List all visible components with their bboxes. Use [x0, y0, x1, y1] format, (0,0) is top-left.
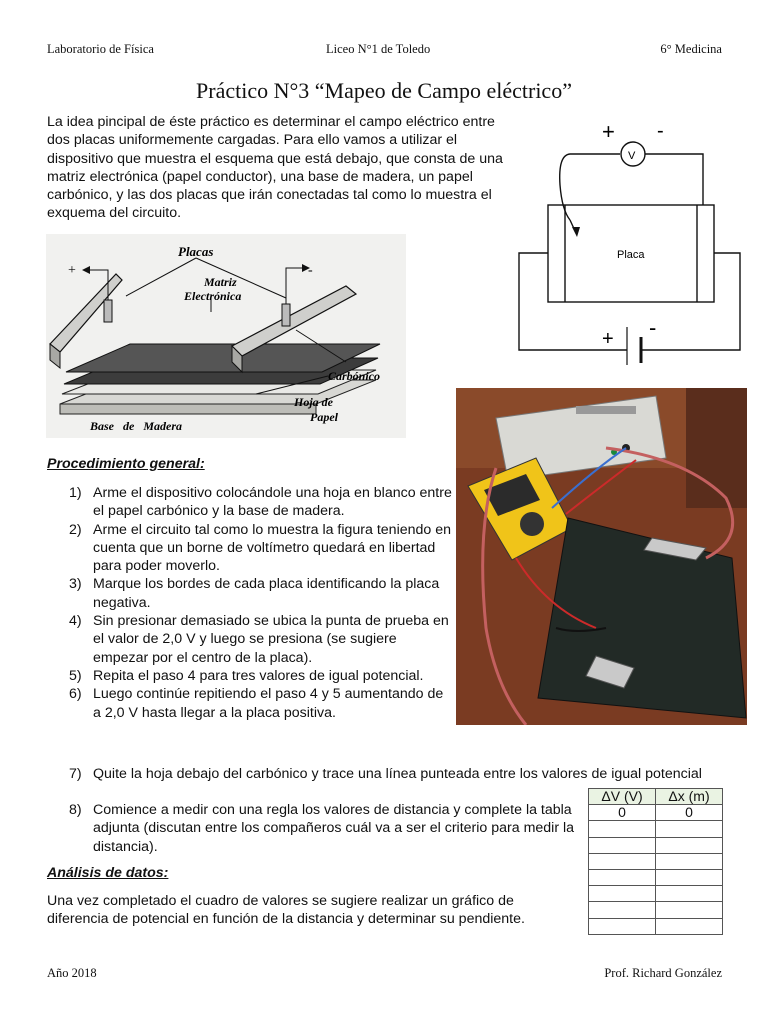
- table-row: [589, 886, 723, 902]
- table-cell[interactable]: 0: [656, 805, 723, 821]
- circuit-minus-top: -: [657, 120, 664, 142]
- sketch-carbonico: Carbónico: [328, 369, 381, 383]
- table-cell[interactable]: [656, 853, 723, 869]
- procedure-step: 8) Comience a medir con una regla los valores de distancia y complete la tabla adjunta (discutan entre los compañeros cuál va a ser el criterio para medir la distancia).: [69, 802, 575, 855]
- table-header-row: [589, 789, 723, 805]
- table-header-dx: Δx (m): [656, 789, 723, 805]
- apparatus-sketch: [46, 234, 406, 438]
- table-header-dv: ΔV (V): [589, 789, 656, 805]
- header-center: Liceo N°1 de Toledo: [326, 42, 431, 56]
- sketch-base: Base de Madera: [90, 419, 182, 433]
- footer-year: Año 2018: [47, 966, 97, 980]
- table-row: [589, 902, 723, 918]
- header-right: 6° Medicina: [660, 42, 722, 56]
- plate-label: Placa: [617, 249, 645, 261]
- table-cell[interactable]: [589, 853, 656, 869]
- circuit-diagram: [510, 115, 750, 365]
- sketch-placas: Placas: [178, 244, 214, 259]
- table-cell[interactable]: [589, 821, 656, 837]
- circuit-minus-bottom: -: [649, 315, 657, 340]
- procedure-step: 5) Repita el paso 4 para tres valores de igual potencial.: [69, 667, 424, 684]
- sketch-matriz: Matriz: [204, 275, 237, 289]
- intro-paragraph: La idea pincipal de éste práctico es determinar el campo eléctrico entre dos placas uniformemente cargadas. Para ello vamos a utilizar el dispositivo que muestra el esquema que está debajo, que consta de una matriz electrónica (papel conductor), una base de madera, un papel carbónico, y las dos placas que irán conectadas tal como lo muestra el exquema del circuito.: [47, 114, 503, 222]
- sketch-minus: -: [308, 263, 313, 278]
- header-left: Laboratorio de Física: [47, 42, 154, 56]
- table-row: [589, 821, 723, 837]
- table-cell[interactable]: [656, 886, 723, 902]
- circuit-plus-top: +: [602, 119, 615, 144]
- analysis-text: Una vez completado el cuadro de valores se sugiere realizar un gráfico de diferencia de potencial en función de la distancia y determinar su pendiente.: [47, 893, 525, 928]
- table-row: [589, 869, 723, 885]
- sketch-hoja: Hoja de: [294, 395, 333, 409]
- analysis-heading: Análisis de datos:: [47, 865, 169, 881]
- procedure-heading: Procedimiento general:: [47, 456, 205, 472]
- sketch-electronica: Electrónica: [184, 289, 242, 303]
- procedure-step: 2) Arme el circuito tal como lo muestra la figura teniendo en cuenta que un borne de voltímetro quedará en libertad para poder moverlo.: [69, 521, 452, 575]
- procedure-step: 3) Marque los bordes de cada placa identificando la placa negativa.: [69, 576, 440, 611]
- setup-photo: [456, 388, 747, 725]
- page-title: Práctico N°3 “Mapeo de Campo eléctrico”: [196, 78, 572, 103]
- circuit-plus-bottom: +: [602, 328, 614, 350]
- table-cell[interactable]: [656, 837, 723, 853]
- data-table: [588, 788, 723, 935]
- table-row: [589, 853, 723, 869]
- procedure-list-c: [47, 801, 582, 856]
- table-cell[interactable]: 0: [589, 805, 656, 821]
- footer-author: Prof. Richard González: [604, 966, 722, 980]
- table-cell[interactable]: [656, 869, 723, 885]
- procedure-step: 7) Quite la hoja debajo del carbónico y trace una línea punteada entre los valores de igual potencial: [69, 766, 702, 782]
- table-cell[interactable]: [656, 821, 723, 837]
- table-cell[interactable]: [589, 837, 656, 853]
- sketch-plus: +: [68, 263, 76, 278]
- table-cell[interactable]: [589, 869, 656, 885]
- table-row: [589, 918, 723, 934]
- sketch-papel: Papel: [310, 410, 338, 424]
- table-cell[interactable]: [656, 902, 723, 918]
- procedure-step: 4) Sin presionar demasiado se ubica la punta de prueba en el valor de 2,0 V y luego se presiona (se sugiere empezar por el centro de la placa).: [69, 613, 449, 666]
- table-cell[interactable]: [589, 886, 656, 902]
- table-cell[interactable]: [589, 918, 656, 934]
- table-cell[interactable]: [589, 902, 656, 918]
- table-row: [589, 837, 723, 853]
- procedure-list-a: [47, 484, 452, 722]
- procedure-step: 1) Arme el dispositivo colocándole una hoja en blanco entre el papel carbónico y la base de madera.: [69, 485, 452, 520]
- procedure-list-b: [47, 765, 720, 783]
- voltmeter-label: V: [628, 150, 636, 162]
- procedure-step: 6) Luego continúe repitiendo el paso 4 y 5 aumentando de a 2,0 V hasta llegar a la placa positiva.: [69, 686, 444, 721]
- table-cell[interactable]: [656, 918, 723, 934]
- table-row: [589, 805, 723, 821]
